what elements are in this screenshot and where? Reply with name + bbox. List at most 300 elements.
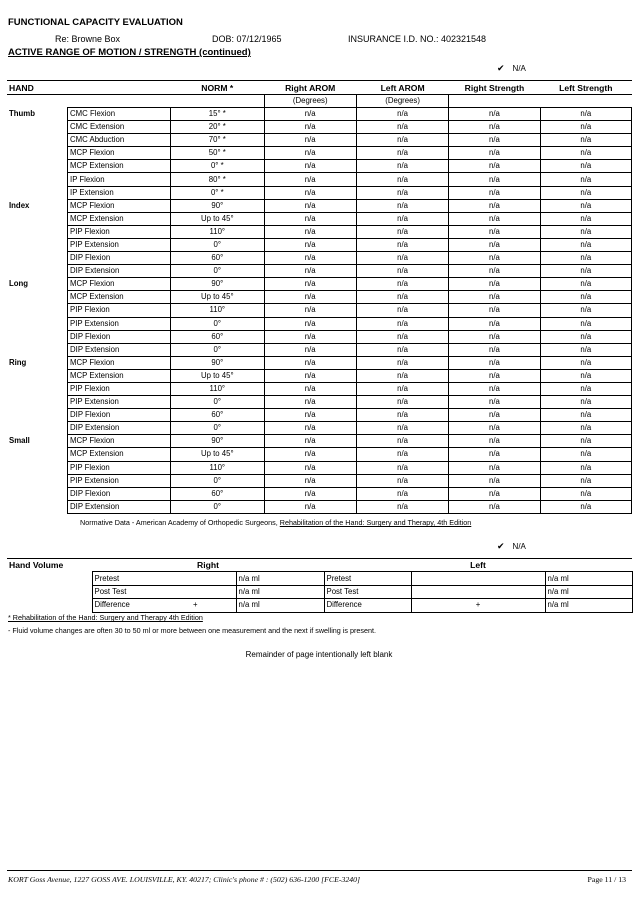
left-strength-cell: n/a bbox=[540, 265, 631, 278]
norm-cell: Up to 45° bbox=[171, 212, 264, 225]
left-strength-cell: n/a bbox=[540, 422, 631, 435]
norm-cell: Up to 45° bbox=[171, 448, 264, 461]
right-strength-cell: n/a bbox=[449, 474, 540, 487]
right-strength-cell: n/a bbox=[449, 382, 540, 395]
normative-data-note bbox=[80, 518, 471, 527]
footer-divider bbox=[7, 870, 632, 871]
left-arom-cell: n/a bbox=[356, 108, 448, 121]
norm-cell: 90° bbox=[171, 278, 264, 291]
volume-spacer bbox=[7, 572, 92, 585]
norm-cell: 90° bbox=[171, 356, 264, 369]
right-arom-cell: n/a bbox=[264, 461, 356, 474]
hand-group-spacer bbox=[7, 173, 68, 186]
table-row bbox=[7, 474, 632, 487]
right-arom-cell: n/a bbox=[264, 147, 356, 160]
norm-cell: 0° bbox=[171, 422, 264, 435]
right-strength-cell: n/a bbox=[449, 317, 540, 330]
left-strength-cell: n/a bbox=[540, 108, 631, 121]
motion-cell: MCP Flexion bbox=[68, 147, 171, 160]
footnote-reference-text: * Rehabilitation of the Hand: Surgery and Therapy 4th Edition bbox=[8, 613, 203, 622]
left-strength-cell: n/a bbox=[540, 147, 631, 160]
right-strength-cell: n/a bbox=[449, 134, 540, 147]
table-row bbox=[7, 173, 632, 186]
table-row bbox=[7, 409, 632, 422]
norm-cell: 90° bbox=[171, 435, 264, 448]
left-arom-cell: n/a bbox=[356, 304, 448, 317]
table-row bbox=[7, 317, 632, 330]
table-row bbox=[7, 422, 632, 435]
volume-left-label-cell: Difference bbox=[324, 599, 411, 612]
volume-sign-cell bbox=[411, 585, 545, 598]
norm-cell: 110° bbox=[171, 382, 264, 395]
motion-cell: IP Flexion bbox=[68, 173, 171, 186]
right-strength-cell: n/a bbox=[449, 265, 540, 278]
right-strength-cell: n/a bbox=[449, 487, 540, 500]
footer-clinic-info: KORT Goss Avenue, 1227 GOSS AVE. LOUISVILLE, KY. 40217; Clinic's phone # : (502) 636-1200 [FCE-3240] bbox=[8, 875, 361, 884]
right-strength-cell: n/a bbox=[449, 147, 540, 160]
left-arom-cell: n/a bbox=[356, 199, 448, 212]
na-label: N/A bbox=[512, 64, 526, 73]
col-right-strength: Right Strength bbox=[449, 81, 540, 95]
motion-cell: PIP Flexion bbox=[68, 461, 171, 474]
left-arom-cell: n/a bbox=[356, 252, 448, 265]
table-row bbox=[7, 212, 632, 225]
table-row bbox=[7, 461, 632, 474]
motion-cell: PIP Extension bbox=[68, 474, 171, 487]
volume-right-label-cell: Post Test bbox=[92, 585, 236, 598]
left-arom-cell: n/a bbox=[356, 461, 448, 474]
right-arom-cell: n/a bbox=[264, 435, 356, 448]
left-arom-cell: n/a bbox=[356, 500, 448, 513]
table-row bbox=[7, 343, 632, 356]
left-strength-cell: n/a bbox=[540, 474, 631, 487]
hand-group-spacer bbox=[7, 461, 68, 474]
motion-cell: CMC Extension bbox=[68, 121, 171, 134]
left-strength-cell: n/a bbox=[540, 291, 631, 304]
norm-cell: 110° bbox=[171, 225, 264, 238]
norm-cell: 80° * bbox=[171, 173, 264, 186]
left-arom-cell: n/a bbox=[356, 173, 448, 186]
hand-group-label: Thumb bbox=[9, 109, 35, 119]
right-strength-cell: n/a bbox=[449, 435, 540, 448]
motion-cell: PIP Extension bbox=[68, 396, 171, 409]
normative-source: Rehabilitation of the Hand: Surgery and Therapy, 4th Edition bbox=[279, 518, 472, 527]
norm-cell: 0° bbox=[171, 500, 264, 513]
right-strength-cell: n/a bbox=[449, 186, 540, 199]
left-arom-cell: n/a bbox=[356, 121, 448, 134]
left-arom-cell: n/a bbox=[356, 291, 448, 304]
right-strength-cell: n/a bbox=[449, 369, 540, 382]
norm-cell: 90° bbox=[171, 199, 264, 212]
right-arom-cell: n/a bbox=[264, 330, 356, 343]
norm-cell: 60° bbox=[171, 252, 264, 265]
right-strength-cell: n/a bbox=[449, 212, 540, 225]
right-arom-cell: n/a bbox=[264, 134, 356, 147]
right-arom-cell: n/a bbox=[264, 382, 356, 395]
motion-cell: MCP Extension bbox=[68, 291, 171, 304]
table-row bbox=[7, 599, 632, 612]
motion-cell: MCP Extension bbox=[68, 369, 171, 382]
left-arom-cell: n/a bbox=[356, 448, 448, 461]
left-arom-cell: n/a bbox=[356, 343, 448, 356]
hand-group-label: Small bbox=[9, 436, 30, 446]
table-row bbox=[7, 278, 632, 291]
left-strength-cell: n/a bbox=[540, 212, 631, 225]
left-strength-cell: n/a bbox=[540, 134, 631, 147]
hand-group-spacer bbox=[7, 448, 68, 461]
norm-cell: 0° bbox=[171, 343, 264, 356]
right-strength-cell: n/a bbox=[449, 173, 540, 186]
right-arom-cell: n/a bbox=[264, 317, 356, 330]
motion-cell: DIP Flexion bbox=[68, 252, 171, 265]
right-arom-cell: n/a bbox=[264, 422, 356, 435]
motion-cell: PIP Flexion bbox=[68, 225, 171, 238]
motion-cell: DIP Extension bbox=[68, 422, 171, 435]
right-strength-cell: n/a bbox=[449, 121, 540, 134]
left-arom-cell: n/a bbox=[356, 409, 448, 422]
right-arom-cell: n/a bbox=[264, 278, 356, 291]
check-mark-icon: ✔ bbox=[497, 541, 505, 551]
footnote-fluid-volume: - Fluid volume changes are often 30 to 50 ml or more between one measurement and the next if swelling is present. bbox=[8, 626, 376, 635]
motion-cell: MCP Flexion bbox=[68, 435, 171, 448]
volume-left-label-cell: Post Test bbox=[324, 585, 411, 598]
norm-cell: 0° * bbox=[171, 160, 264, 173]
rom-units-row bbox=[7, 95, 632, 108]
volume-right-value-cell: n/a ml bbox=[236, 572, 324, 585]
left-strength-cell: n/a bbox=[540, 461, 631, 474]
table-row bbox=[7, 487, 632, 500]
document-title: FUNCTIONAL CAPACITY EVALUATION bbox=[8, 17, 183, 28]
table-row bbox=[7, 448, 632, 461]
left-arom-cell: n/a bbox=[356, 160, 448, 173]
left-arom-cell: n/a bbox=[356, 474, 448, 487]
table-row bbox=[7, 147, 632, 160]
norm-cell: 60° bbox=[171, 487, 264, 500]
table-row bbox=[7, 199, 632, 212]
table-row bbox=[7, 265, 632, 278]
volume-sign-cell bbox=[411, 572, 545, 585]
normative-prefix: Normative Data - American Academy of Orthopedic Surgeons, bbox=[80, 518, 280, 527]
norm-cell: Up to 45° bbox=[171, 291, 264, 304]
left-arom-cell: n/a bbox=[356, 225, 448, 238]
norm-cell: 0° bbox=[171, 396, 264, 409]
volume-header-row bbox=[7, 559, 632, 572]
left-arom-cell: n/a bbox=[356, 317, 448, 330]
table-row bbox=[7, 396, 632, 409]
right-strength-cell: n/a bbox=[449, 500, 540, 513]
norm-cell: 0° bbox=[171, 265, 264, 278]
left-strength-cell: n/a bbox=[540, 278, 631, 291]
norm-cell: 0° bbox=[171, 474, 264, 487]
right-arom-cell: n/a bbox=[264, 396, 356, 409]
table-row bbox=[7, 252, 632, 265]
motion-cell: PIP Flexion bbox=[68, 382, 171, 395]
right-strength-cell: n/a bbox=[449, 225, 540, 238]
right-strength-cell: n/a bbox=[449, 278, 540, 291]
motion-cell: PIP Extension bbox=[68, 317, 171, 330]
right-strength-cell: n/a bbox=[449, 396, 540, 409]
right-strength-cell: n/a bbox=[449, 160, 540, 173]
volume-left-value-cell: n/a ml bbox=[545, 599, 632, 612]
norm-cell: 0° * bbox=[171, 186, 264, 199]
norm-cell: 20° * bbox=[171, 121, 264, 134]
motion-cell: PIP Flexion bbox=[68, 304, 171, 317]
motion-cell: MCP Flexion bbox=[68, 199, 171, 212]
table-row bbox=[7, 186, 632, 199]
right-arom-cell: n/a bbox=[264, 238, 356, 251]
motion-cell: DIP Extension bbox=[68, 343, 171, 356]
volume-spacer bbox=[7, 585, 92, 598]
table-row bbox=[7, 585, 632, 598]
norm-cell: Up to 45° bbox=[171, 369, 264, 382]
volume-right-label: Right bbox=[92, 559, 324, 572]
left-arom-cell: n/a bbox=[356, 396, 448, 409]
norm-cell: 60° bbox=[171, 330, 264, 343]
insurance-id: INSURANCE I.D. NO.: 402321548 bbox=[348, 34, 487, 44]
page-number: Page 11 / 13 bbox=[587, 875, 626, 884]
norm-cell: 50° * bbox=[171, 147, 264, 160]
volume-spacer bbox=[7, 599, 92, 612]
table-row bbox=[7, 304, 632, 317]
motion-cell: DIP Extension bbox=[68, 500, 171, 513]
right-strength-cell: n/a bbox=[449, 356, 540, 369]
right-arom-cell: n/a bbox=[264, 343, 356, 356]
left-arom-cell: n/a bbox=[356, 265, 448, 278]
left-arom-cell: n/a bbox=[356, 186, 448, 199]
hand-group-spacer bbox=[7, 238, 68, 251]
volume-sign-cell: + bbox=[411, 599, 545, 612]
motion-cell: DIP Extension bbox=[68, 265, 171, 278]
right-strength-cell: n/a bbox=[449, 461, 540, 474]
patient-dob: DOB: 07/12/1965 bbox=[212, 34, 282, 44]
motion-cell: CMC Flexion bbox=[68, 108, 171, 121]
motion-cell: MCP Extension bbox=[68, 160, 171, 173]
hand-group-spacer bbox=[7, 252, 68, 265]
left-arom-cell: n/a bbox=[356, 238, 448, 251]
left-arom-cell: n/a bbox=[356, 422, 448, 435]
hand-group-spacer bbox=[7, 409, 68, 422]
volume-na-checkbox[interactable] bbox=[497, 541, 526, 552]
left-strength-cell: n/a bbox=[540, 186, 631, 199]
hand-group-spacer bbox=[7, 212, 68, 225]
motion-cell: MCP Flexion bbox=[68, 356, 171, 369]
check-mark-icon: ✔ bbox=[497, 63, 505, 73]
left-arom-cell: n/a bbox=[356, 382, 448, 395]
right-strength-cell: n/a bbox=[449, 252, 540, 265]
motion-cell: IP Extension bbox=[68, 186, 171, 199]
unit-left-arom: (Degrees) bbox=[356, 95, 448, 108]
hand-group-label: Ring bbox=[9, 357, 27, 367]
table-row bbox=[7, 369, 632, 382]
hand-group-label: Long bbox=[9, 279, 29, 289]
motion-cell: DIP Flexion bbox=[68, 330, 171, 343]
left-strength-cell: n/a bbox=[540, 317, 631, 330]
col-norm: NORM * bbox=[171, 81, 264, 95]
volume-left-label: Left bbox=[324, 559, 632, 572]
table-row bbox=[7, 500, 632, 513]
norm-cell: 0° bbox=[171, 238, 264, 251]
motion-cell: DIP Flexion bbox=[68, 487, 171, 500]
motion-cell: DIP Flexion bbox=[68, 409, 171, 422]
hand-group-spacer bbox=[7, 121, 68, 134]
left-strength-cell: n/a bbox=[540, 238, 631, 251]
left-arom-cell: n/a bbox=[356, 212, 448, 225]
left-strength-cell: n/a bbox=[540, 396, 631, 409]
norm-cell: 60° bbox=[171, 409, 264, 422]
patient-name: Re: Browne Box bbox=[55, 34, 121, 44]
table-row bbox=[7, 134, 632, 147]
footnote-reference bbox=[8, 613, 203, 622]
right-strength-cell: n/a bbox=[449, 291, 540, 304]
right-arom-cell: n/a bbox=[264, 356, 356, 369]
right-strength-cell: n/a bbox=[449, 343, 540, 356]
left-strength-cell: n/a bbox=[540, 225, 631, 238]
table-row bbox=[7, 108, 632, 121]
norm-cell: 110° bbox=[171, 461, 264, 474]
hand-group-spacer bbox=[7, 317, 68, 330]
col-hand: HAND bbox=[7, 81, 171, 95]
right-arom-cell: n/a bbox=[264, 225, 356, 238]
hand-group-spacer bbox=[7, 422, 68, 435]
right-arom-cell: n/a bbox=[264, 369, 356, 382]
hand-group-spacer bbox=[7, 186, 68, 199]
col-left-arom: Left AROM bbox=[356, 81, 448, 95]
volume-right-value-cell: n/a ml bbox=[236, 599, 324, 612]
left-strength-cell: n/a bbox=[540, 160, 631, 173]
right-arom-cell: n/a bbox=[264, 160, 356, 173]
hand-group-spacer bbox=[7, 265, 68, 278]
remainder-note: Remainder of page intentionally left blank bbox=[245, 650, 393, 659]
left-strength-cell: n/a bbox=[540, 435, 631, 448]
volume-title: Hand Volume bbox=[7, 559, 92, 572]
hand-group-spacer bbox=[7, 330, 68, 343]
rom-header-row bbox=[7, 81, 632, 95]
right-arom-cell: n/a bbox=[264, 291, 356, 304]
rom-na-checkbox[interactable] bbox=[497, 63, 526, 74]
hand-group-spacer bbox=[7, 487, 68, 500]
hand-group-label: Index bbox=[9, 200, 30, 210]
unit-right-arom: (Degrees) bbox=[264, 95, 356, 108]
table-row bbox=[7, 225, 632, 238]
left-strength-cell: n/a bbox=[540, 199, 631, 212]
hand-group-spacer bbox=[7, 343, 68, 356]
hand-group-spacer bbox=[7, 134, 68, 147]
volume-left-label-cell: Pretest bbox=[324, 572, 411, 585]
right-strength-cell: n/a bbox=[449, 448, 540, 461]
left-strength-cell: n/a bbox=[540, 121, 631, 134]
right-strength-cell: n/a bbox=[449, 304, 540, 317]
left-strength-cell: n/a bbox=[540, 252, 631, 265]
table-row bbox=[7, 160, 632, 173]
hand-group-spacer bbox=[7, 474, 68, 487]
right-arom-cell: n/a bbox=[264, 448, 356, 461]
right-strength-cell: n/a bbox=[449, 409, 540, 422]
volume-right-sign: + bbox=[192, 600, 198, 610]
hand-group-spacer bbox=[7, 291, 68, 304]
volume-left-value-cell: n/a ml bbox=[545, 572, 632, 585]
hand-volume-table bbox=[7, 558, 633, 613]
right-strength-cell: n/a bbox=[449, 199, 540, 212]
left-strength-cell: n/a bbox=[540, 356, 631, 369]
right-arom-cell: n/a bbox=[264, 409, 356, 422]
volume-right-value-cell: n/a ml bbox=[236, 585, 324, 598]
right-arom-cell: n/a bbox=[264, 121, 356, 134]
right-strength-cell: n/a bbox=[449, 330, 540, 343]
left-strength-cell: n/a bbox=[540, 369, 631, 382]
table-row bbox=[7, 238, 632, 251]
hand-group-spacer bbox=[7, 304, 68, 317]
hand-group-spacer bbox=[7, 382, 68, 395]
hand-group-spacer bbox=[7, 369, 68, 382]
right-arom-cell: n/a bbox=[264, 487, 356, 500]
left-strength-cell: n/a bbox=[540, 173, 631, 186]
right-strength-cell: n/a bbox=[449, 238, 540, 251]
right-strength-cell: n/a bbox=[449, 422, 540, 435]
left-arom-cell: n/a bbox=[356, 369, 448, 382]
left-arom-cell: n/a bbox=[356, 278, 448, 291]
left-strength-cell: n/a bbox=[540, 304, 631, 317]
table-row bbox=[7, 330, 632, 343]
left-strength-cell: n/a bbox=[540, 500, 631, 513]
left-strength-cell: n/a bbox=[540, 448, 631, 461]
motion-cell: MCP Flexion bbox=[68, 278, 171, 291]
right-arom-cell: n/a bbox=[264, 108, 356, 121]
right-strength-cell: n/a bbox=[449, 108, 540, 121]
table-row bbox=[7, 356, 632, 369]
right-arom-cell: n/a bbox=[264, 474, 356, 487]
section-title: ACTIVE RANGE OF MOTION / STRENGTH (continued) bbox=[8, 47, 251, 58]
rom-table bbox=[7, 80, 632, 514]
norm-cell: 110° bbox=[171, 304, 264, 317]
norm-cell: 70° * bbox=[171, 134, 264, 147]
left-strength-cell: n/a bbox=[540, 343, 631, 356]
right-arom-cell: n/a bbox=[264, 265, 356, 278]
left-strength-cell: n/a bbox=[540, 330, 631, 343]
motion-cell: MCP Extension bbox=[68, 212, 171, 225]
hand-group-spacer bbox=[7, 160, 68, 173]
volume-left-value-cell: n/a ml bbox=[545, 585, 632, 598]
right-arom-cell: n/a bbox=[264, 199, 356, 212]
right-arom-cell: n/a bbox=[264, 500, 356, 513]
right-arom-cell: n/a bbox=[264, 186, 356, 199]
motion-cell: CMC Abduction bbox=[68, 134, 171, 147]
volume-right-label-cell: Pretest bbox=[92, 572, 236, 585]
left-arom-cell: n/a bbox=[356, 487, 448, 500]
hand-group-spacer bbox=[7, 225, 68, 238]
left-arom-cell: n/a bbox=[356, 356, 448, 369]
hand-group-spacer bbox=[7, 147, 68, 160]
norm-cell: 15° * bbox=[171, 108, 264, 121]
col-right-arom: Right AROM bbox=[264, 81, 356, 95]
table-row bbox=[7, 572, 632, 585]
right-arom-cell: n/a bbox=[264, 304, 356, 317]
left-strength-cell: n/a bbox=[540, 487, 631, 500]
table-row bbox=[7, 435, 632, 448]
left-arom-cell: n/a bbox=[356, 435, 448, 448]
motion-cell: PIP Extension bbox=[68, 238, 171, 251]
col-left-strength: Left Strength bbox=[540, 81, 631, 95]
table-row bbox=[7, 121, 632, 134]
right-arom-cell: n/a bbox=[264, 252, 356, 265]
right-arom-cell: n/a bbox=[264, 212, 356, 225]
table-row bbox=[7, 382, 632, 395]
motion-cell: MCP Extension bbox=[68, 448, 171, 461]
left-arom-cell: n/a bbox=[356, 134, 448, 147]
volume-right-label-cell: Difference + bbox=[92, 599, 236, 612]
left-strength-cell: n/a bbox=[540, 382, 631, 395]
hand-group-spacer bbox=[7, 500, 68, 513]
norm-cell: 0° bbox=[171, 317, 264, 330]
